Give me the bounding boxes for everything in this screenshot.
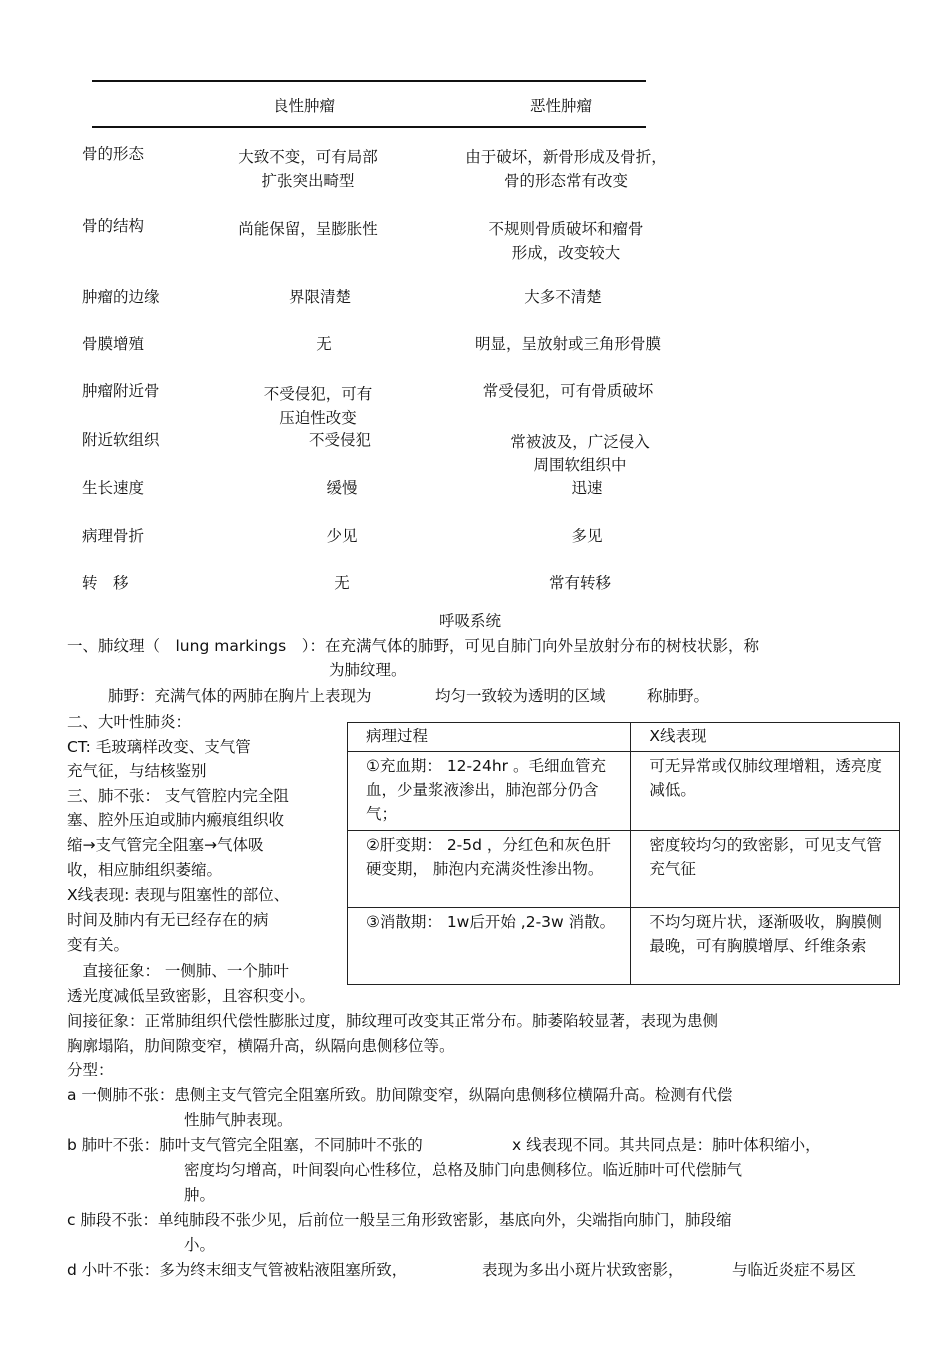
type-b-line: b 肺叶不张：肺叶支气管完全阻塞，不同肺叶不张的 xyxy=(67,1136,423,1154)
left-line: 塞、腔外压迫或肺内瘢痕组织收 xyxy=(67,811,285,829)
lung-markings-line1: 一、肺纹理（ lung markings ）：在充满气体的肺野，可见自肺门向外呈放射分布的树枝状影，称 xyxy=(67,637,759,655)
row-benign: 不受侵犯 xyxy=(308,431,371,449)
row-label: 病理骨折 xyxy=(82,527,145,545)
row-label: 骨膜增殖 xyxy=(82,335,145,353)
row-malignant: 常受侵犯，可有骨质破坏 xyxy=(482,382,654,400)
header-benign: 良性肿瘤 xyxy=(273,97,336,115)
left-line: X线表现: 表现与阻塞性的部位、 xyxy=(67,886,290,904)
row-benign: 界限清楚 xyxy=(288,288,351,306)
row-label: 肿瘤的边缘 xyxy=(82,288,160,306)
left-line: CT: 毛玻璃样改变、支气管 xyxy=(67,738,251,756)
type-d-line: d 小叶不张：多为终末细支气管被粘液阻塞所致， xyxy=(67,1261,408,1279)
row-benign: 无 xyxy=(316,335,332,353)
type-c-line: c 肺段不张：单纯肺段不张少见，后前位一般呈三角形致密影，基底向外，尖端指向肺门，肺段缩 xyxy=(67,1211,732,1229)
row-label: 肿瘤附近骨 xyxy=(82,382,160,400)
type-a-line: 性肺气肿表现。 xyxy=(184,1111,293,1129)
type-b-line: x 线表现不同。其共同点是：肺叶体积缩小， xyxy=(512,1136,821,1154)
row-label: 骨的形态 xyxy=(82,145,145,163)
pneumonia-pathology-table xyxy=(347,722,900,985)
row-malignant: 常有转移 xyxy=(548,574,611,592)
table-row xyxy=(348,752,900,831)
left-line: 透光度减低呈致密影，且容积变小。 xyxy=(67,987,316,1005)
table-row xyxy=(348,908,900,985)
section-title: 呼吸系统 xyxy=(439,612,502,630)
table-cell: 密度较均匀的致密影，可见支气管充气征 xyxy=(631,831,900,908)
row-label: 骨的结构 xyxy=(82,217,145,235)
table-header-row xyxy=(348,723,900,752)
row-label: 生长速度 xyxy=(82,479,145,497)
row-benign: 不受侵犯，可有 压迫性改变 xyxy=(263,385,373,427)
table-cell: ③消散期： 1w后开始 ,2-3w 消散。 xyxy=(348,908,631,985)
left-line: 时间及肺内有无已经存在的病 xyxy=(67,911,269,929)
header-malignant: 恶性肿瘤 xyxy=(530,97,593,115)
left-line: 充气征，与结核鉴别 xyxy=(67,762,207,780)
type-b-line: 密度均匀增高，叶间裂向心性移位，总格及肺门向患侧移位。临近肺叶可代偿肺气 xyxy=(184,1161,743,1179)
table-row xyxy=(348,831,900,908)
row-malignant: 大多不清楚 xyxy=(524,288,602,306)
row-malignant: 明显，呈放射或三角形骨膜 xyxy=(474,335,661,353)
type-a-line: a 一侧肺不张：患侧主支气管完全阻塞所致。肋间隙变窄，纵隔向患侧移位横隔升高。检测有代偿 xyxy=(67,1086,733,1104)
left-line: 收，相应肺组织萎缩。 xyxy=(67,861,223,879)
indirect-sign-line2: 胸廓塌陷，肋间隙变窄，横隔升高，纵隔向患侧移位等。 xyxy=(67,1037,455,1055)
table-cell: ①充血期： 12-24hr 。毛细血管充血，少量浆液渗出，肺泡部分仍含气； xyxy=(348,752,631,831)
header-cell: 病理过程 xyxy=(348,723,631,752)
table-cell: ②肝变期： 2-5d ，分红色和灰色肝硬变期， 肺泡内充满炎性渗出物。 xyxy=(348,831,631,908)
row-label: 附近软组织 xyxy=(82,431,160,449)
left-line: 二、大叶性肺炎： xyxy=(67,713,192,731)
row-benign: 缓慢 xyxy=(326,479,358,497)
row-benign: 大致不变，可有局部 扩张突出畸型 xyxy=(238,148,378,190)
left-line: 三、肺不张： 支气管腔内完全阻 xyxy=(67,787,289,805)
lung-field-text: 称肺野。 xyxy=(647,687,710,705)
row-benign: 少见 xyxy=(326,527,358,545)
left-line: 变有关。 xyxy=(67,936,130,954)
left-line: 缩→支气管完全阻塞→气体吸 xyxy=(67,836,264,854)
row-malignant: 由于破坏，新骨形成及骨折， 骨的形态常有改变 xyxy=(465,148,667,190)
row-benign: 无 xyxy=(334,574,350,592)
row-malignant: 迅速 xyxy=(571,479,603,497)
indirect-sign-line1: 间接征象：正常肺组织代偿性膨胀过度，肺纹理可改变其正常分布。肺萎陷较显著，表现为患侧 xyxy=(67,1012,719,1030)
header-cell: X线表现 xyxy=(631,723,900,752)
type-c-line: 小。 xyxy=(184,1236,216,1254)
types-title: 分型： xyxy=(67,1061,114,1079)
lung-field-text: 肺野：充满气体的两肺在胸片上表现为 xyxy=(108,687,372,705)
lung-field-text: 均匀一致较为透明的区域 xyxy=(435,687,606,705)
table-header-rule xyxy=(92,126,646,128)
row-malignant: 多见 xyxy=(571,527,603,545)
table-cell: 可无异常或仅肺纹理增粗，透亮度减低。 xyxy=(631,752,900,831)
lung-markings-line2: 为肺纹理。 xyxy=(329,661,407,679)
type-b-line: 肿。 xyxy=(184,1186,216,1204)
row-label: 转 移 xyxy=(82,574,129,592)
row-malignant: 不规则骨质破坏和瘤骨 形成，改变较大 xyxy=(488,220,644,262)
row-malignant: 常被波及，广泛侵入 周围软组织中 xyxy=(510,433,650,474)
type-d-line: 表现为多出小斑片状致密影， xyxy=(482,1261,684,1279)
table-cell: 不均匀斑片状，逐渐吸收，胸膜侧最晚，可有胸膜增厚、纤维条索 xyxy=(631,908,900,985)
row-benign: 尚能保留，呈膨胀性 xyxy=(238,220,378,238)
type-d-line: 与临近炎症不易区 xyxy=(732,1261,857,1279)
left-line: 直接征象： 一侧肺、一个肺叶 xyxy=(67,962,289,980)
table-top-rule xyxy=(92,80,646,82)
